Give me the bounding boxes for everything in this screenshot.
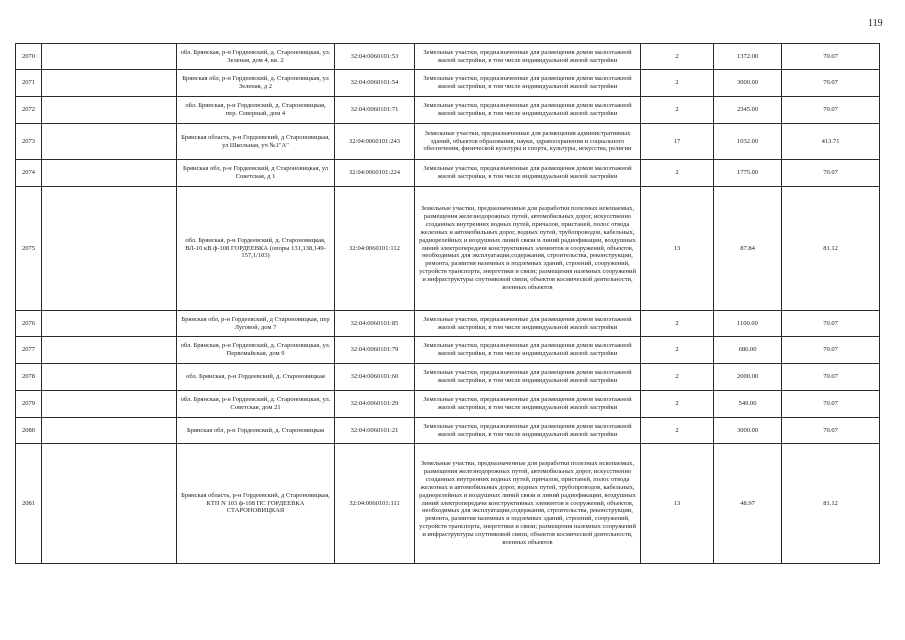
cadastral-number-cell: 32:04:0060101:112 [335,187,415,311]
table-row [16,364,880,391]
rate-cell: 70.07 [782,97,880,124]
row-id: 2072 [16,97,42,124]
row-id: 2081 [16,444,42,564]
group-cell: 2 [641,44,714,70]
address-cell: Брянская обл, р-н Гордеевский, д Староновицкая, ул Советская, д 1 [177,160,335,187]
land-category-cell: Земельные участки, предназначенные для разработки полезных ископаемых, размещения железнодорожных путей, автомобильных дорог, искусственно созданных внутренних водных путей, причалов, пристаней, полос отвода железных и автомобильных дорог, водных путей, трубопроводов, кабельных, радиорелейных и воздушных линий связи и линий радиофикации, воздушных линий электропередачи конструктивных элементов и сооружений, объектов, необходимых для эксплуатации,содержания, строительства, реконструкции, ремонта, развития наземных и подземных зданий, строений, сооружений, устройств транспорта, энергетики и связи; размещения наземных сооружений и инфраструктуры спутниковой связи, объектов космической деятельности, военных объектов [415,444,641,564]
area-cell: 1372.00 [714,44,782,70]
spacer-cell [42,160,177,187]
land-category-cell: Земельные участки, предназначенные для размещения домов малоэтажной жилой застройки, в том числе индивидуальной жилой застройки [415,311,641,337]
cadastral-number-cell: 32:04:0060101:79 [335,337,415,364]
cadastral-number-cell: 32:04:0060101:243 [335,124,415,160]
land-category-cell: Земельные участки, предназначенные для размещения домов малоэтажной жилой застройки, в том числе индивидуальной жилой застройки [415,391,641,418]
spacer-cell [42,391,177,418]
page-number: 119 [868,18,883,29]
rate-cell: 413.71 [782,124,880,160]
group-cell: 2 [641,391,714,418]
spacer-cell [42,337,177,364]
rate-cell: 70.07 [782,337,880,364]
area-cell: 2345.00 [714,97,782,124]
cadastral-number-cell: 32:04:0060101:85 [335,311,415,337]
rate-cell: 70.07 [782,364,880,391]
row-id: 2070 [16,44,42,70]
address-cell: обл. Брянская, р-н Гордеевский, д. Староновицкая, ул. Советская, дом 21 [177,391,335,418]
address-cell: Брянская обл, р-н Гордеевский, д. Староновицкая [177,418,335,444]
area-cell: 1032.00 [714,124,782,160]
row-id: 2074 [16,160,42,187]
address-cell: обл. Брянская, р-н Гордеевский, д. Староновицкая, ВЛ-10 кВ ф-108 ГОРДЕЕВКА (опоры 131,138,149-157,1/103) [177,187,335,311]
area-cell: 3000.00 [714,70,782,97]
area-cell: 87.84 [714,187,782,311]
row-id: 2073 [16,124,42,160]
table-row [16,418,880,444]
area-cell: 48.97 [714,444,782,564]
group-cell: 2 [641,418,714,444]
row-id: 2078 [16,364,42,391]
address-cell: Брянская обл, р-н Гордеевский, д. Староновицкая, ул Зеленая, д 2 [177,70,335,97]
area-cell: 686.00 [714,337,782,364]
row-id: 2080 [16,418,42,444]
cadastral-number-cell: 32:04:0060101:111 [335,444,415,564]
row-id: 2071 [16,70,42,97]
spacer-cell [42,124,177,160]
table-row [16,124,880,160]
group-cell: 2 [641,311,714,337]
cadastral-number-cell: 32:04:0060101:21 [335,418,415,444]
rate-cell: 70.07 [782,70,880,97]
land-category-cell: Земельные участки, предназначенные для размещения домов малоэтажной жилой застройки, в том числе индивидуальной жилой застройки [415,337,641,364]
address-cell: Брянская обл, р-н Гордеевский, д Староновицкая, пер Луговой, дом 7 [177,311,335,337]
address-cell: обл. Брянская, р-н Гордеевский, д. Староновицкая, ул. Зеленая, дом 4, кв. 2 [177,44,335,70]
table-row [16,337,880,364]
rate-cell: 70.07 [782,160,880,187]
cadastral-number-cell: 32:04:0060101:54 [335,70,415,97]
rate-cell: 70.07 [782,311,880,337]
spacer-cell [42,444,177,564]
land-category-cell: Земельные участки, предназначенные для размещения административных зданий, объектов образования, науки, здравоохранения и социального обеспечения, физической культуры и спорта, культуры, искусства, религии [415,124,641,160]
rate-cell: 70.07 [782,44,880,70]
table-row [16,70,880,97]
land-category-cell: Земельные участки, предназначенные для размещения домов малоэтажной жилой застройки, в том числе индивидуальной жилой застройки [415,160,641,187]
area-cell: 3000.00 [714,418,782,444]
row-id: 2075 [16,187,42,311]
rate-cell: 81.12 [782,187,880,311]
rate-cell: 81.12 [782,444,880,564]
land-category-cell: Земельные участки, предназначенные для размещения домов малоэтажной жилой застройки, в том числе индивидуальной жилой застройки [415,364,641,391]
address-cell: обл. Брянская, р-н Гордеевский, д. Староновицкая, пер. Северный, дом 4 [177,97,335,124]
spacer-cell [42,97,177,124]
cadastral-number-cell: 32:04:0060101:29 [335,391,415,418]
row-id: 2077 [16,337,42,364]
land-category-cell: Земельные участки, предназначенные для размещения домов малоэтажной жилой застройки, в том числе индивидуальной жилой застройки [415,44,641,70]
spacer-cell [42,44,177,70]
group-cell: 2 [641,97,714,124]
cadastral-number-cell: 32:04:0060101:53 [335,44,415,70]
group-cell: 2 [641,70,714,97]
cadastral-number-cell: 32:04:0060101:60 [335,364,415,391]
table-row [16,97,880,124]
area-cell: 549.00 [714,391,782,418]
group-cell: 2 [641,160,714,187]
spacer-cell [42,364,177,391]
land-category-cell: Земельные участки, предназначенные для размещения домов малоэтажной жилой застройки, в том числе индивидуальной жилой застройки [415,70,641,97]
land-category-cell: Земельные участки, предназначенные для размещения домов малоэтажной жилой застройки, в том числе индивидуальной жилой застройки [415,418,641,444]
cadastral-number-cell: 32:04:0060101:71 [335,97,415,124]
row-id: 2076 [16,311,42,337]
address-cell: Брянская область, р-н Гордеевский, д Староновицкая, ул Школьная, уч №1"А" [177,124,335,160]
row-id: 2079 [16,391,42,418]
area-cell: 1775.00 [714,160,782,187]
cadastral-number-cell: 32:04:0060101:224 [335,160,415,187]
group-cell: 2 [641,337,714,364]
spacer-cell [42,418,177,444]
cadastral-value-table [15,43,880,564]
group-cell: 17 [641,124,714,160]
address-cell: Брянская область, р-н Гордеевский, д Староновицкая, КТП N 103 ф-108 ПС ГОРДЕЕВКА СТАРОНОВИЦКАЯ [177,444,335,564]
address-cell: обл. Брянская, р-н Гордеевский, д. Староновицкая [177,364,335,391]
spacer-cell [42,311,177,337]
group-cell: 13 [641,187,714,311]
rate-cell: 70.07 [782,418,880,444]
rate-cell: 70.07 [782,391,880,418]
group-cell: 13 [641,444,714,564]
area-cell: 1100.00 [714,311,782,337]
address-cell: обл. Брянская, р-н Гордеевский, д. Староновицкая, ул. Первомайская, дом 9 [177,337,335,364]
table-row [16,44,880,70]
table-row [16,391,880,418]
table-row [16,311,880,337]
table-row [16,160,880,187]
land-category-cell: Земельные участки, предназначенные для разработки полезных ископаемых, размещения железнодорожных путей, автомобильных дорог, искусственно созданных внутренних водных путей, причалов, пристаней, полос отвода железных и автомобильных дорог, водных путей, трубопроводов, кабельных, радиорелейных и воздушных линий связи и линий радиофикации, воздушных линий электропередачи конструктивных элементов и сооружений, объектов, необходимых для эксплуатации,содержания, строительства, реконструкции, ремонта, развития наземных и подземных зданий, строений, сооружений, устройств транспорта, энергетики и связи; размещения наземных сооружений и инфраструктуры спутниковой связи, объектов космической деятельности, военных объектов [415,187,641,311]
group-cell: 2 [641,364,714,391]
spacer-cell [42,70,177,97]
table-row [16,444,880,564]
spacer-cell [42,187,177,311]
table-row [16,187,880,311]
land-category-cell: Земельные участки, предназначенные для размещения домов малоэтажной жилой застройки, в том числе индивидуальной жилой застройки [415,97,641,124]
area-cell: 2000.00 [714,364,782,391]
